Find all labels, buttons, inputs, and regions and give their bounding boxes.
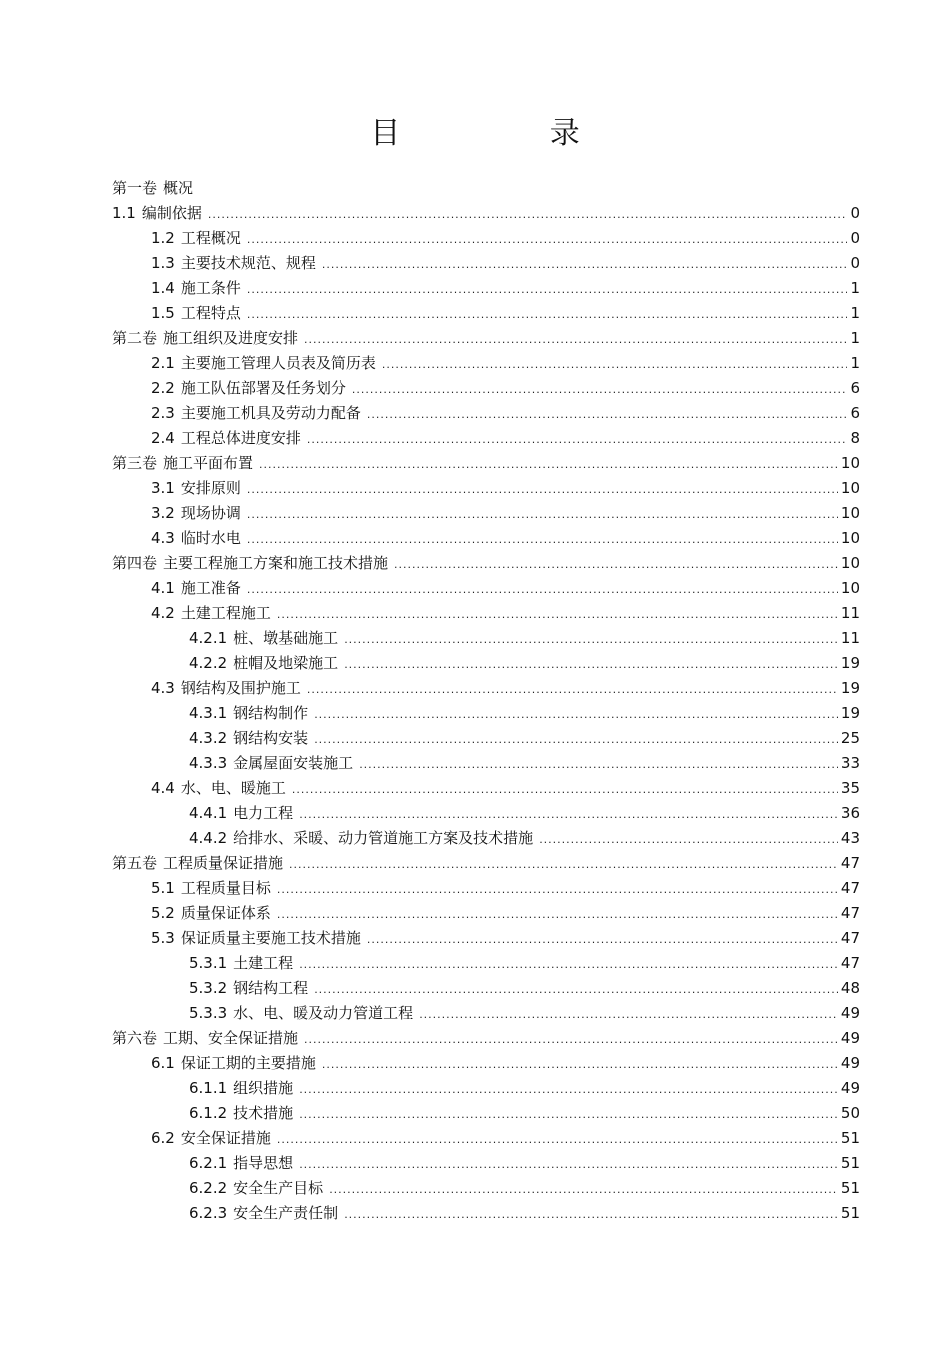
toc-dot-leader bbox=[314, 977, 838, 1002]
toc-entry-label: 施工组织及进度安排 bbox=[163, 329, 299, 347]
toc-dot-leader bbox=[314, 727, 838, 752]
toc-entry[interactable] bbox=[112, 401, 860, 426]
toc-entry-page-number: 49 bbox=[840, 1004, 860, 1022]
toc-dot-leader bbox=[277, 602, 838, 627]
toc-entry-label: 编制依据 bbox=[141, 204, 202, 222]
toc-entry-label: 技术措施 bbox=[233, 1104, 294, 1122]
toc-entry[interactable] bbox=[112, 176, 860, 201]
toc-entry-label: 电力工程 bbox=[233, 804, 294, 822]
toc-dot-leader bbox=[344, 1202, 838, 1227]
toc-entry-page-number: 47 bbox=[840, 954, 860, 972]
toc-entry[interactable] bbox=[112, 776, 860, 801]
toc-entry[interactable] bbox=[112, 601, 860, 626]
toc-dot-leader bbox=[299, 1102, 838, 1127]
toc-dot-leader bbox=[299, 802, 838, 827]
toc-entry-page-number: 51 bbox=[840, 1129, 860, 1147]
toc-entry-page-number: 0 bbox=[850, 229, 860, 247]
toc-entry-page-number: 11 bbox=[840, 629, 860, 647]
toc-entry[interactable] bbox=[112, 551, 860, 576]
toc-dot-leader bbox=[299, 1077, 838, 1102]
toc-entry-number: 5.3 bbox=[151, 929, 175, 947]
toc-entry-page-number: 49 bbox=[840, 1054, 860, 1072]
toc-entry-page-number: 10 bbox=[840, 529, 860, 547]
toc-dot-leader bbox=[307, 677, 838, 702]
toc-entry-page-number: 36 bbox=[840, 804, 860, 822]
toc-entry-number: 第四卷 bbox=[112, 554, 158, 572]
toc-dot-leader bbox=[277, 1127, 838, 1152]
toc-entry[interactable] bbox=[112, 526, 860, 551]
toc-entry[interactable] bbox=[112, 326, 860, 351]
toc-entry[interactable] bbox=[112, 976, 860, 1001]
toc-entry-label: 概况 bbox=[163, 179, 194, 197]
toc-entry-page-number: 19 bbox=[840, 679, 860, 697]
toc-entry-page-number: 48 bbox=[840, 979, 860, 997]
toc-entry-label: 钢结构工程 bbox=[233, 979, 309, 997]
toc-entry[interactable] bbox=[112, 576, 860, 601]
toc-entry-number: 1.5 bbox=[151, 304, 175, 322]
toc-entry-page-number: 0 bbox=[850, 254, 860, 272]
toc-dot-leader bbox=[247, 227, 847, 252]
toc-entry[interactable] bbox=[112, 376, 860, 401]
toc-dot-leader bbox=[247, 577, 838, 602]
toc-entry-label: 保证质量主要施工技术措施 bbox=[180, 929, 361, 947]
toc-entry-label: 主要施工机具及劳动力配备 bbox=[180, 404, 361, 422]
toc-entry-number: 4.3 bbox=[151, 529, 175, 547]
toc-entry-label: 施工队伍部署及任务划分 bbox=[180, 379, 346, 397]
toc-entry-number: 5.1 bbox=[151, 879, 175, 897]
toc-entry-page-number: 0 bbox=[850, 204, 860, 222]
toc-entry-label: 施工条件 bbox=[180, 279, 241, 297]
toc-dot-leader bbox=[344, 627, 838, 652]
toc-entry[interactable] bbox=[112, 801, 860, 826]
toc-entry-label: 工期、安全保证措施 bbox=[163, 1029, 299, 1047]
toc-entry-number: 4.4.2 bbox=[189, 829, 228, 847]
toc-entry[interactable] bbox=[112, 726, 860, 751]
toc-dot-leader bbox=[382, 352, 847, 377]
toc-entry-number: 5.2 bbox=[151, 904, 175, 922]
toc-entry-page-number: 10 bbox=[840, 479, 860, 497]
toc-entry-page-number: 10 bbox=[840, 579, 860, 597]
toc-entry-label: 钢结构及围护施工 bbox=[180, 679, 301, 697]
toc-entry-page-number: 6 bbox=[850, 379, 860, 397]
toc-entry[interactable] bbox=[112, 476, 860, 501]
toc-entry[interactable] bbox=[112, 1176, 860, 1201]
toc-entry-page-number: 1 bbox=[850, 354, 860, 372]
toc-entry[interactable] bbox=[112, 501, 860, 526]
toc-entry-label: 主要技术规范、规程 bbox=[180, 254, 316, 272]
toc-entry-label: 土建工程 bbox=[233, 954, 294, 972]
toc-entry-page-number: 47 bbox=[840, 904, 860, 922]
toc-dot-leader bbox=[394, 552, 838, 577]
toc-entry-number: 1.4 bbox=[151, 279, 175, 297]
toc-entry-label: 安全保证措施 bbox=[180, 1129, 271, 1147]
toc-entry[interactable] bbox=[112, 226, 860, 251]
toc-entry-number: 4.2.1 bbox=[189, 629, 228, 647]
toc-entry-page-number: 51 bbox=[840, 1154, 860, 1172]
toc-entry[interactable] bbox=[112, 876, 860, 901]
toc-dot-leader bbox=[359, 752, 838, 777]
toc-dot-leader bbox=[307, 427, 847, 452]
toc-entry-number: 6.2.3 bbox=[189, 1204, 228, 1222]
toc-entry[interactable] bbox=[112, 426, 860, 451]
toc-entry-page-number: 51 bbox=[840, 1179, 860, 1197]
toc-entry-label: 桩帽及地梁施工 bbox=[233, 654, 339, 672]
toc-entry[interactable] bbox=[112, 676, 860, 701]
page-title: 目 录 bbox=[370, 116, 650, 151]
toc-entry-number: 6.1.1 bbox=[189, 1079, 228, 1097]
toc-entry-label: 保证工期的主要措施 bbox=[180, 1054, 316, 1072]
toc-dot-leader bbox=[247, 502, 838, 527]
toc-entry-page-number: 51 bbox=[840, 1204, 860, 1222]
toc-entry-label: 安排原则 bbox=[180, 479, 241, 497]
toc-entry-number: 4.2.2 bbox=[189, 654, 228, 672]
toc-entry-page-number: 43 bbox=[840, 829, 860, 847]
toc-dot-leader bbox=[344, 652, 838, 677]
toc-entry-number: 4.3 bbox=[151, 679, 175, 697]
toc-entry-label: 金属屋面安装施工 bbox=[233, 754, 354, 772]
toc-entry[interactable] bbox=[112, 751, 860, 776]
toc-entry-number: 第三卷 bbox=[112, 454, 158, 472]
toc-entry-number: 2.4 bbox=[151, 429, 175, 447]
toc-entry-label: 施工准备 bbox=[180, 579, 241, 597]
toc-entry-number: 6.2.1 bbox=[189, 1154, 228, 1172]
toc-entry-label: 现场协调 bbox=[180, 504, 241, 522]
toc-entry-label: 主要施工管理人员表及简历表 bbox=[180, 354, 376, 372]
toc-entry-number: 1.3 bbox=[151, 254, 175, 272]
toc-dot-leader bbox=[247, 527, 838, 552]
toc-entry-number: 5.3.2 bbox=[189, 979, 228, 997]
toc-entry-number: 4.3.3 bbox=[189, 754, 228, 772]
toc-entry-label: 工程质量目标 bbox=[180, 879, 271, 897]
toc-entry-label: 工程特点 bbox=[180, 304, 241, 322]
toc-entry-page-number: 8 bbox=[850, 429, 860, 447]
toc-entry-label: 水、电、暖及动力管道工程 bbox=[233, 1004, 414, 1022]
toc-entry-label: 给排水、采暖、动力管道施工方案及技术措施 bbox=[233, 829, 534, 847]
toc-entry[interactable] bbox=[112, 251, 860, 276]
toc-entry-label: 临时水电 bbox=[180, 529, 241, 547]
toc-entry-label: 主要工程施工方案和施工技术措施 bbox=[163, 554, 389, 572]
toc-entry-page-number: 47 bbox=[840, 854, 860, 872]
toc-entry[interactable] bbox=[112, 626, 860, 651]
toc-entry-label: 水、电、暖施工 bbox=[180, 779, 286, 797]
toc-entry-page-number: 50 bbox=[840, 1104, 860, 1122]
toc-entry-number: 2.3 bbox=[151, 404, 175, 422]
toc-entry-page-number: 47 bbox=[840, 879, 860, 897]
toc-dot-leader bbox=[367, 927, 838, 952]
toc-entry[interactable] bbox=[112, 351, 860, 376]
toc-entry[interactable] bbox=[112, 951, 860, 976]
toc-entry-page-number: 1 bbox=[850, 329, 860, 347]
toc-dot-leader bbox=[208, 202, 847, 227]
toc-dot-leader bbox=[322, 252, 847, 277]
toc-entry[interactable] bbox=[112, 701, 860, 726]
toc-entry[interactable] bbox=[112, 651, 860, 676]
toc-entry-page-number: 10 bbox=[840, 454, 860, 472]
toc-entry[interactable] bbox=[112, 826, 860, 851]
toc-dot-leader bbox=[322, 1052, 838, 1077]
toc-dot-leader bbox=[419, 1002, 838, 1027]
toc-dot-leader bbox=[299, 1152, 838, 1177]
toc-entry-label: 钢结构安装 bbox=[233, 729, 309, 747]
toc-entry[interactable] bbox=[112, 276, 860, 301]
toc-entry[interactable] bbox=[112, 1126, 860, 1151]
toc-dot-leader bbox=[367, 402, 847, 427]
toc-dot-leader bbox=[292, 777, 838, 802]
toc-entry-number: 3.1 bbox=[151, 479, 175, 497]
toc-entry-label: 工程总体进度安排 bbox=[180, 429, 301, 447]
toc-dot-leader bbox=[352, 377, 847, 402]
toc-dot-leader bbox=[289, 852, 838, 877]
toc-entry[interactable] bbox=[112, 1151, 860, 1176]
toc-entry-page-number: 10 bbox=[840, 554, 860, 572]
toc-entry-number: 6.1 bbox=[151, 1054, 175, 1072]
toc-entry-number: 4.1 bbox=[151, 579, 175, 597]
toc-entry-number: 6.1.2 bbox=[189, 1104, 228, 1122]
toc-entry-label: 钢结构制作 bbox=[233, 704, 309, 722]
toc-entry-number: 第二卷 bbox=[112, 329, 158, 347]
toc-entry[interactable] bbox=[112, 1051, 860, 1076]
toc-entry-number: 3.2 bbox=[151, 504, 175, 522]
toc-entry-page-number: 1 bbox=[850, 304, 860, 322]
toc-entry-number: 第一卷 bbox=[112, 179, 158, 197]
toc-entry-number: 5.3.3 bbox=[189, 1004, 228, 1022]
toc-entry-number: 4.2 bbox=[151, 604, 175, 622]
toc-entry-label: 桩、墩基础施工 bbox=[233, 629, 339, 647]
toc-entry-page-number: 6 bbox=[850, 404, 860, 422]
toc-entry[interactable] bbox=[112, 201, 860, 226]
toc-entry-number: 4.3.2 bbox=[189, 729, 228, 747]
toc-entry-number: 4.4 bbox=[151, 779, 175, 797]
toc-entry-page-number: 49 bbox=[840, 1029, 860, 1047]
toc-entry[interactable] bbox=[112, 301, 860, 326]
toc-entry-number: 2.1 bbox=[151, 354, 175, 372]
toc-entry-label: 组织措施 bbox=[233, 1079, 294, 1097]
toc-entry[interactable] bbox=[112, 851, 860, 876]
toc-entry-label: 工程质量保证措施 bbox=[163, 854, 284, 872]
toc-dot-leader bbox=[329, 1177, 838, 1202]
toc-entry-page-number: 25 bbox=[840, 729, 860, 747]
toc-entry-page-number: 35 bbox=[840, 779, 860, 797]
toc-entry-number: 5.3.1 bbox=[189, 954, 228, 972]
toc-dot-leader bbox=[304, 327, 847, 352]
toc-entry-label: 安全生产目标 bbox=[233, 1179, 324, 1197]
toc-entry-label: 施工平面布置 bbox=[163, 454, 254, 472]
toc-dot-leader bbox=[247, 302, 847, 327]
toc-entry-number: 第六卷 bbox=[112, 1029, 158, 1047]
toc-entry[interactable] bbox=[112, 1001, 860, 1026]
toc-entry-number: 4.3.1 bbox=[189, 704, 228, 722]
toc-entry[interactable] bbox=[112, 926, 860, 951]
toc-entry-number: 6.2.2 bbox=[189, 1179, 228, 1197]
toc-dot-leader bbox=[277, 902, 838, 927]
toc-entry-page-number: 47 bbox=[840, 929, 860, 947]
toc-dot-leader bbox=[277, 877, 838, 902]
toc-dot-leader bbox=[299, 952, 838, 977]
toc-entry[interactable] bbox=[112, 901, 860, 926]
toc-dot-leader bbox=[259, 452, 838, 477]
toc-entry-number: 第五卷 bbox=[112, 854, 158, 872]
toc-entry-label: 质量保证体系 bbox=[180, 904, 271, 922]
toc-entry-label: 安全生产责任制 bbox=[233, 1204, 339, 1222]
toc-entry-page-number: 19 bbox=[840, 704, 860, 722]
toc-entry[interactable] bbox=[112, 451, 860, 476]
toc-entry-page-number: 49 bbox=[840, 1079, 860, 1097]
toc-dot-leader bbox=[539, 827, 838, 852]
toc-entry[interactable] bbox=[112, 1201, 860, 1226]
toc-entry-page-number: 11 bbox=[840, 604, 860, 622]
toc-entry-number: 6.2 bbox=[151, 1129, 175, 1147]
toc-entry-label: 指导思想 bbox=[233, 1154, 294, 1172]
toc-entry[interactable] bbox=[112, 1026, 860, 1051]
toc-entry-label: 土建工程施工 bbox=[180, 604, 271, 622]
toc-entry-page-number: 10 bbox=[840, 504, 860, 522]
toc-entry[interactable] bbox=[112, 1076, 860, 1101]
toc-entry-page-number: 19 bbox=[840, 654, 860, 672]
toc-entry-number: 1.1 bbox=[112, 204, 136, 222]
toc-entry-page-number: 33 bbox=[840, 754, 860, 772]
toc-entry-number: 4.4.1 bbox=[189, 804, 228, 822]
toc-dot-leader bbox=[247, 477, 838, 502]
toc-entry-number: 2.2 bbox=[151, 379, 175, 397]
table-of-contents bbox=[112, 176, 860, 1226]
toc-entry[interactable] bbox=[112, 1101, 860, 1126]
toc-dot-leader bbox=[304, 1027, 838, 1052]
toc-entry-label: 工程概况 bbox=[180, 229, 241, 247]
toc-entry-page-number: 1 bbox=[850, 279, 860, 297]
toc-dot-leader bbox=[247, 277, 847, 302]
toc-entry-number: 1.2 bbox=[151, 229, 175, 247]
toc-dot-leader bbox=[314, 702, 838, 727]
